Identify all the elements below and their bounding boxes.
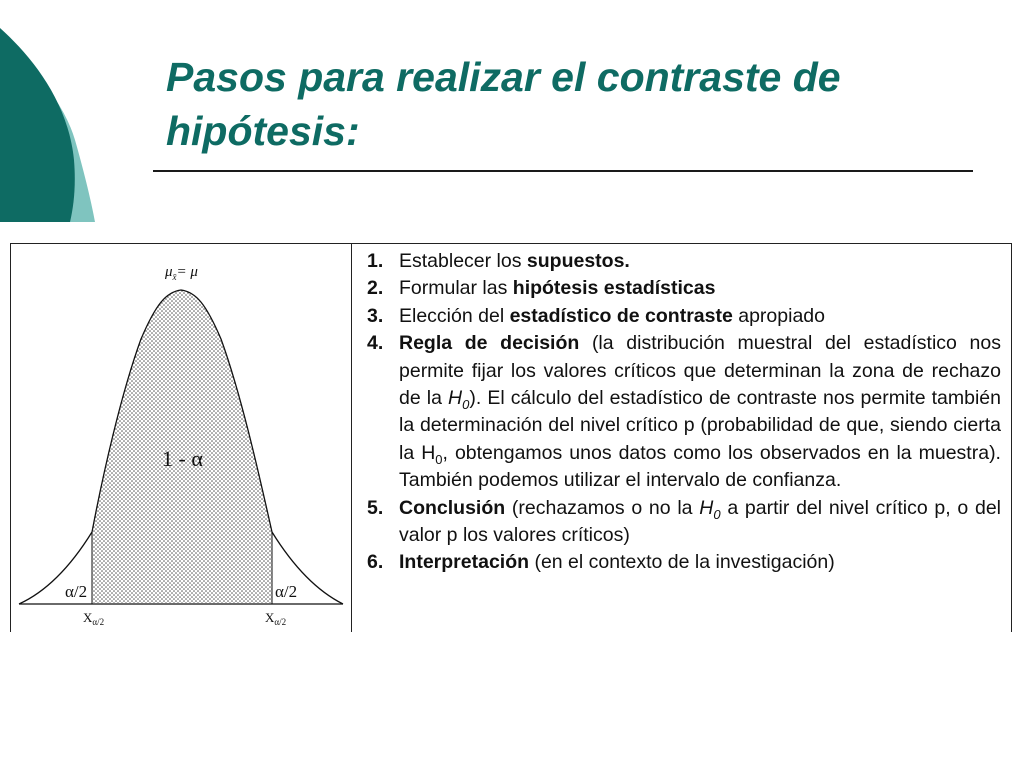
confidence-label: 1 - α xyxy=(162,446,203,471)
dark-teal-arc xyxy=(0,28,75,222)
step-text: Interpretación (en el contexto de la investigación) xyxy=(399,551,835,574)
right-critical-value: $X_{\alpha/2}$ xyxy=(265,610,287,627)
step-item xyxy=(367,549,1001,576)
step-text: Conclusión (rechazamos o no la $H_0$ a partir del nivel crítico p, o del valor p los valores críticos) xyxy=(399,496,1001,547)
title-underline xyxy=(153,170,973,172)
step-text: Formular las hipótesis estadísticas xyxy=(399,277,716,300)
right-tail-label: α/2 xyxy=(275,582,298,601)
step-number: 1. xyxy=(367,250,384,272)
step-number: 2. xyxy=(367,277,384,300)
step-number: 6. xyxy=(367,551,384,574)
content-figure xyxy=(10,243,1012,632)
slide-title: Pasos para realizar el contraste de hipótesis: xyxy=(166,54,841,154)
step-text: Elección del estadístico de contraste apropiado xyxy=(399,304,825,327)
step-number: 4. xyxy=(367,332,384,355)
steps-list xyxy=(367,248,1001,577)
column-divider xyxy=(351,244,352,632)
step-number: 3. xyxy=(367,304,384,327)
step-item xyxy=(367,495,1001,550)
left-tail-label: α/2 xyxy=(65,582,88,601)
step-number: 5. xyxy=(367,496,384,519)
step-item xyxy=(367,248,1001,275)
decorative-corner-shape xyxy=(0,0,110,230)
step-text: Establecer los supuestos. xyxy=(399,250,630,272)
step-text: Regla de decisión (la distribución muestral del estadístico nos permite fijar los valores críticos que determinan la zona de rechazo de la $H_0$). El cálculo del estadístico de contraste nos permite también la determinación del nivel crítico p (probabilidad de que, siendo cierta la $H_0$, obtengamos unos datos como los observados en la muestra). También podemos utilizar el intervalo de confianza. xyxy=(399,332,1001,492)
left-critical-value: $X_{\alpha/2}$ xyxy=(83,610,105,627)
mean-label: $\mu_{x̄}= \mu$ xyxy=(165,264,198,282)
step-item xyxy=(367,275,1001,302)
normal-distribution-diagram xyxy=(11,244,351,632)
step-item xyxy=(367,303,1001,330)
step-item xyxy=(367,330,1001,494)
